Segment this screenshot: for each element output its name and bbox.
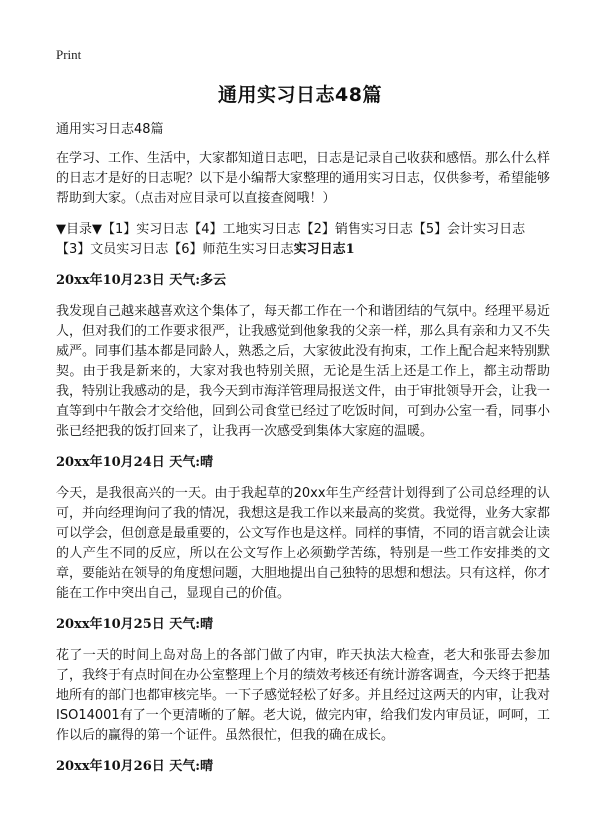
toc-link-6[interactable]: 【6】师范生实习日志 [168,242,294,257]
article-subtitle: 通用实习日志48篇 [56,122,164,137]
toc-link-4[interactable]: 【4】工地实习日志 [188,222,301,237]
article-body [56,120,550,788]
page-title: 通用实习日志48篇 [218,84,382,106]
table-of-contents [56,220,550,260]
print-link[interactable]: Print [56,47,82,62]
intro-paragraph: 在学习、工作、生活中，大家都知道日志吧，日志是记录自己收获和感悟。那么什么样的日志才是好的日志呢？以下是小编帮大家整理的通用实习日志，仅供参考，希望能够帮助到大家。（点击对应目录可以直接查阅哦！） [56,151,551,206]
entry-header: 20xx年10月23日 天气:多云 [56,273,227,288]
entry-body: 我发现自己越来越喜欢这个集体了，每天都工作在一个和谐团结的气氛中。经理平易近人，但对我们的工作要求很严，让我感觉到他象我的父亲一样，那么具有亲和力又不失威严。同事们基本都是同龄人，熟悉之后，大家彼此没有拘束，工作上配合起来特别默契。由于我是新来的，大家对我也特别关照，无论是生活上还是工作上，都主动帮助我，特别让我感动的是，我今天到市海洋管理局报送文件，由于审批领导开会，让我一直等到中午散会才交给他，回到公司食堂已经过了吃饭时间，可到办公室一看，同事小张已经把我的饭打回来了，让我再一次感受到集体大家庭的温暖。 [56,304,551,439]
entry-header: 20xx年10月26日 天气:晴 [56,759,214,774]
toc-link-1[interactable]: 【1】实习日志 [102,222,189,237]
toc-link-2[interactable]: 【2】销售实习日志 [300,222,413,237]
section-heading: 实习日志1 [293,242,355,257]
entry-header: 20xx年10月25日 天气:晴 [56,617,214,632]
toc-prefix: ▼目录▼ [56,222,102,237]
entry-header: 20xx年10月24日 天气:晴 [56,455,214,470]
entry-body: 花了一天的时间上岛对岛上的各部门做了内审，昨天执法大检查，老大和张哥去参加了，我终于有点时间在办公室整理上个月的绩效考核还有统计游客调查，今天终于把基地所有的部门也都审核完毕。一下子感觉轻松了好多。并且经过这两天的内审，让我对ISO14001有了一个更清晰的了解。老大说，做完内审，给我们发内审员证，呵呵，工作以后的赢得的第一个证件。虽然很忙，但我的确在成长。 [56,648,551,743]
toc-link-5[interactable]: 【5】会计实习日志 [412,222,526,237]
toc-link-3[interactable]: 【3】文员实习日志 [56,242,169,257]
entry-body: 今天，是我很高兴的一天。由于我起草的20xx年生产经营计划得到了公司总经理的认可，并向经理询问了我的情况，我想这是我工作以来最高的奖赏。我觉得，业务大家都可以学会，但创意是最重要的，公文写作也是这样。同样的事情，不同的语言就会让读的人产生不同的反应，所以在公文写作上必须勤学苦练，特别是一些工作安排类的文章，要能站在领导的角度想问题，大胆地提出自己独特的思想和想法。只有这样，你才能在工作中突出自己，显现自己的价值。 [56,486,551,601]
